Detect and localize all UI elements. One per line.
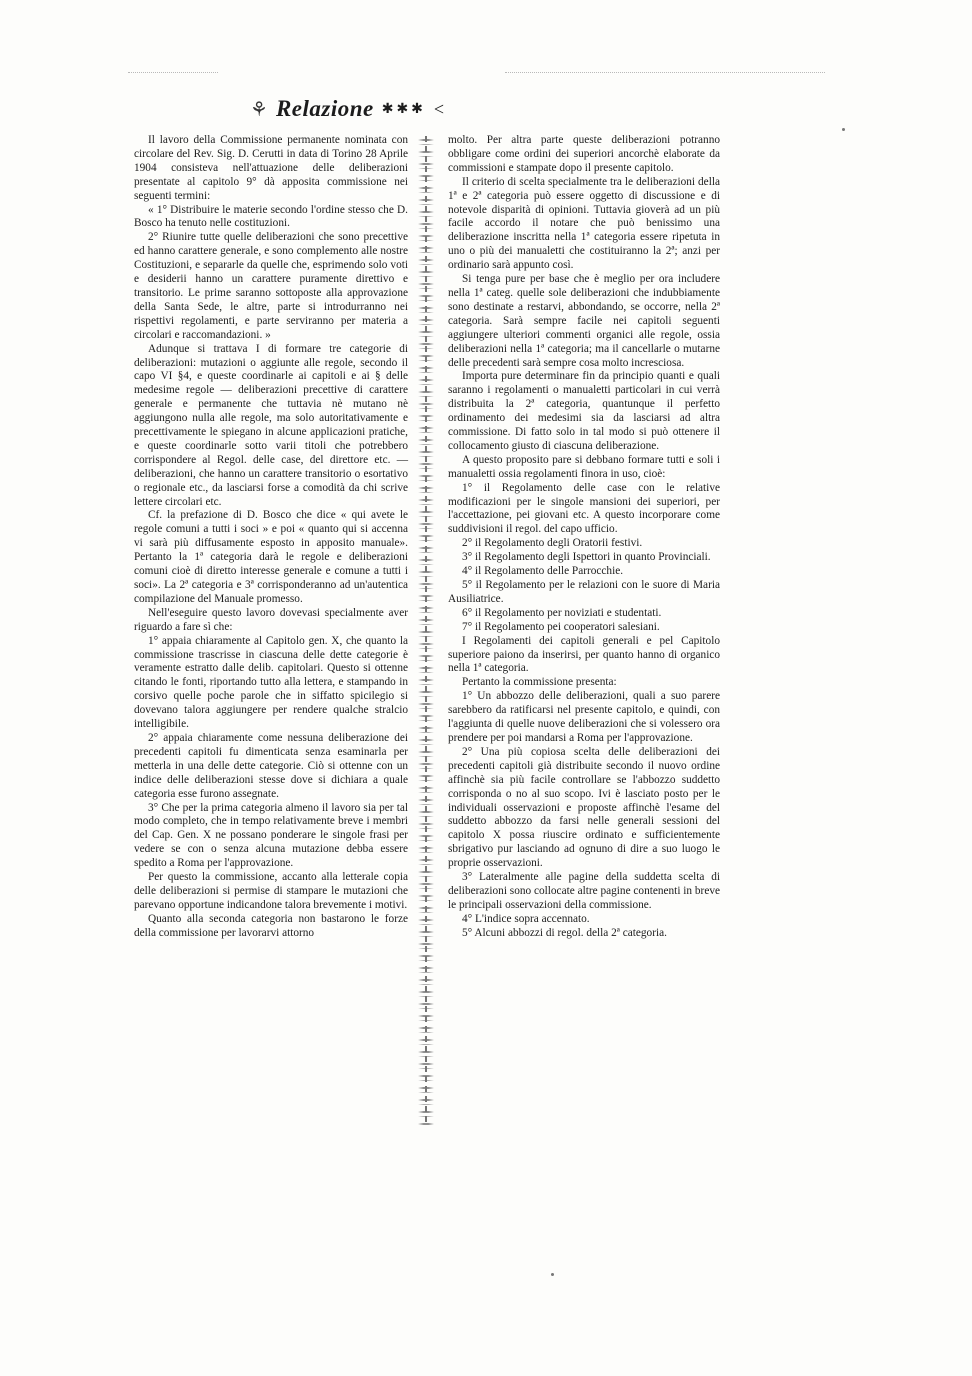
paragraph: Si tenga pure per base che è meglio per ora includere nella 1ª categ. quelle sole deliberazioni che indubbiamente sono destinate a restarvi, abbondando, se occorre, nella 2ª categoria. Sarà sempre facile nei capitoli seguenti aggiungere ulteriori commenti organici alle regole, ossia deliberazioni nella 1ª categoria; ma il cancellarle o mutarne delle precedenti sarà sempre cosa molto incresciosa. [448,273,720,369]
tail-ornament: < [433,98,445,119]
paragraph: A questo proposito pare si debbano formare tutti e soli i manualetti ossia regolamenti finora in uso, cioè: [448,453,720,480]
paragraph: Per questo la commissione, accanto alla letterale copia delle deliberazioni si permise di stampare le mutazioni che parevano opportune indicandone talora brevemente i motivi. [134,871,408,911]
paragraph: molto. Per altra parte queste deliberazioni potranno obbligare come ordini dei superiori ancorchè elaborate da commissioni e stampate dopo il presente capitolo. [448,134,720,174]
stars-ornament: ✱✱✱ [381,101,426,117]
list-item: 3° Lateralmente alle pagine della suddetta scelta di deliberazioni sono collocate altre pagine contenenti in breve le principali osservazioni della commissione. [448,871,720,911]
paragraph: 2° appaia chiaramente come nessuna deliberazione dei precedenti capitoli fu dimenticata senza esaminarla per metterla in una delle dette categorie. Ciò si ottenne con un indice delle deliberazioni stesse dove si dichiara a quale categoria esse furono assegnate. [134,731,408,800]
paragraph: Nell'eseguire questo lavoro dovevasi specialmente aver riguardo a fare sì che: [134,606,408,633]
scan-speck [842,128,845,131]
fleuron-icon: ⚘ [250,98,268,121]
scan-line-right [505,72,825,74]
paragraph: Importa pure determinare fin da principio quanti e quali saranno i regolamenti o manualetti particolari in cui verrà distribuita la 2ª categoria, quantunque il perfetto ordinamento dei medesimi sia da lasciarsi ad altra commissione. Di fatto solo in tal modo si può ottenere il collocamento giusto di ciascuna deliberazione. [448,370,720,452]
left-column [134,134,408,941]
paragraph: Adunque si trattava I di formare tre categorie di deliberazioni: mutazioni o aggiunte alle regole, secondo il capo VI §4, e queste coordinarle ai capitoli e ai § delle medesime regole — deliberazioni precettive di carattere generale e permanente che tuttavia nè mutano nè aggiungono nulla alle regole, ma solo autoritativamente e precettivamente le spiegano in alcune applicazioni pratiche, e queste coordinarle sotto varii titoli che potrebbero corrispondere al Regol. delle case, del direttore etc. — deliberazioni, che hanno un carattere transitorio o esortativo o regionale etc., da lasciarsi forse a comodità da chi scrive lettere circolari etc. [134,342,408,508]
paragraph: I Regolamenti dei capitoli generali e pel Capitolo superiore paiono da inserirsi, per quanto hanno di organico nella 1ª categoria. [448,634,720,675]
paragraph: Quanto alla seconda categoria non bastarono le forze della commissione per lavorarvi attorno [134,912,408,939]
list-item: 2° Una più copiosa scelta delle deliberazioni dei precedenti capitoli già distribuite secondo il nuovo ordine affinchè sia più facile controllare se l'abbozzo suddetto corrisponda o no al suo scopo. Ivi è lasciato posto per le individuali osservazioni e proposte affinchè l'esame del suddetto abbozzo da farsi nelle generali sessioni del capitolo X possa riuscire ordinato e sufficientemente sbrigativo pur lasciando ad ognuno di dire a suo luogo le proprie osservazioni. [448,745,720,870]
paragraph: Il lavoro della Commissione permanente nominata con circolare del Rev. Sig. D. Cerutti in data di Torino 28 Aprile 1904 consisteva nell'attuazione delle deliberazioni presentate al capitolo 9° dà apposita commissione nei seguenti termini: [134,134,408,202]
paragraph: « 1° Distribuire le materie secondo l'ordine stesso che D. Bosco ha tenuto nelle costituzioni. [134,203,408,230]
paragraph: 1° appaia chiaramente al Capitolo gen. X, che quanto la commissione trascrisse in ciascuna delle dette categorie è veramente estratto dalle delib. capitolari. Questo si ottenne citando le fonti, riportando tutto alla lettera, e stampando in corsivo quelle poche parole che in siffatto spicilegio si dovevano talora aggiungere per rendere qualche stralcio intelligibile. [134,634,408,731]
list-item: 1° Un abbozzo delle deliberazioni, quali a suo parere sarebbero da ratificarsi nel presente capitolo, e quindi, con l'aggiunta di quelle nuove deliberazioni che si volessero ora prendere per poi mandarsi a Roma per l'approvazione. [448,690,720,744]
list-item: 5° il Regolamento per le relazioni con le suore di Maria Ausiliatrice. [448,579,720,605]
list-item: 2° il Regolamento degli Oratorii festivi. [462,537,643,550]
list-item: 5° Alcuni abbozzi di regol. della 2ª categoria. [462,926,667,939]
list-item: 7° il Regolamento pei cooperatori salesiani. [462,620,660,633]
paragraph: 2° Riunire tutte quelle deliberazioni che sono precettive ed hanno carattere generale, e sono complemento alle nostre Costituzioni, e separarle da quelle che, esprimendo solo voti e desiderii hanno un carattere puramente direttivo e transitorio. Le prime saranno sottoposte alla approvazione della Santa Sede, le altre, parte si introdurranno nei rispettivi regolamenti, e parte serviranno per materia a circolari e raccomandazioni. » [134,231,408,341]
column-divider-ornament [418,136,434,1126]
paragraph: Cf. la prefazione di D. Bosco che dice « qui avete le regole comuni a tutti i soci » e poi « quanto qui si accenna vi sarà più diffusamente esposto in apposito manuale». Pertanto la 1ª categoria darà le regole e deliberazioni comuni cioè di diretto interesse generale e comune a tutti i soci». La 2ª categoria e 3ª corrisponderanno ad un'autentica compilazione del Manuale promesso. [134,509,408,605]
page-title [250,94,480,124]
title-text: Relazione [275,96,374,121]
list-item: 6° il Regolamento per noviziati e studentati. [462,606,662,619]
paragraph: Il criterio di scelta specialmente tra le deliberazioni della 1ª e 2ª categoria può essere oggetto di discussione e di notevole disparità di opinioni. Tuttavia gioverà ad un più facile accordo il notare che può benissimo una deliberazione inscritta nella 1ª categoria essere ripetuta in uno o più dei manualetti che costituiranno la 2ª; anzi per ordinario sarà appunto così. [448,175,720,272]
right-column [448,134,720,941]
list-item: 4° il Regolamento delle Parrocchie. [462,565,624,578]
scan-speck [551,1273,554,1276]
list-item: 1° il Regolamento delle case con le relative modificazioni per le singole mansioni dei superiori, per l'accettazione, pei giovani etc. A questo incorporare come suddivisioni il regol. del capo ufficio. [448,481,720,536]
list-item: 4° L'indice sopra accennato. [462,912,590,925]
list-item: 3° il Regolamento degli Ispettori in quanto Provinciali. [462,551,711,564]
paragraph: 3° Che per la prima categoria almeno il lavoro sia per tal modo completo, che in tempo relativamente breve i membri del Cap. Gen. X ne possano ponderare le singole frasi per vedere se con o senza alcuna mutazione debba essere spedito a Roma per l'approvazione. [134,801,408,870]
paragraph: Pertanto la commissione presenta: [462,676,617,689]
scan-line-left [128,72,218,74]
